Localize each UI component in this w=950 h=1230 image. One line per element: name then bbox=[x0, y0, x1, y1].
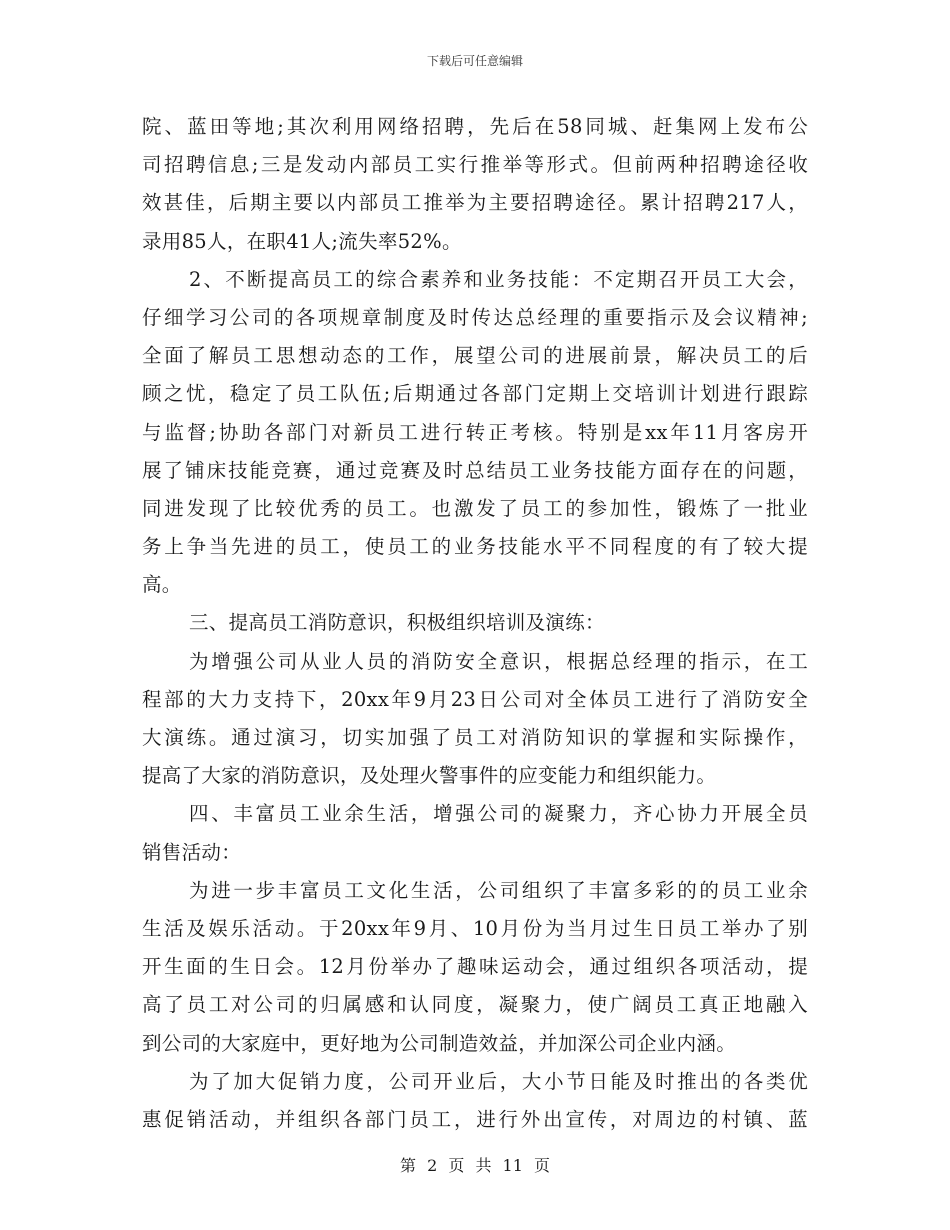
text-line: 全面了解员工思想动态的工作，展望公司的进展前景，解决员工的后 bbox=[142, 344, 808, 368]
text-line: 为增强公司从业人员的消防安全意识，根据总经理的指示，在工 bbox=[189, 649, 808, 673]
text-line: 开生面的生日会。12月份举办了趣味运动会，通过组织各项活动，提 bbox=[142, 955, 808, 979]
text-line: 院、蓝田等地;其次利用网络招聘，先后在58同城、赶集网上发布公 bbox=[142, 115, 808, 138]
text-line: 大演练。通过演习，切实加强了员工对消防知识的掌握和实际操作， bbox=[142, 726, 808, 749]
text-line: 仔细学习公司的各项规章制度及时传达总经理的重要指示及会议精神; bbox=[142, 305, 808, 329]
text-line: 高了员工对公司的归属感和认同度，凝聚力，使广阔员工真正地融入 bbox=[142, 993, 808, 1017]
text-line: 为了加大促销力度，公司开业后，大小节日能及时推出的各类优 bbox=[189, 1069, 808, 1093]
page-number-footer: 第 2 页 共 11 页 bbox=[400, 1156, 550, 1175]
text-line: 顾之忧，稳定了员工队伍;后期通过各部门定期上交培训计划进行跟踪 bbox=[142, 382, 808, 406]
page-header-note: 下载后可任意编辑 bbox=[426, 54, 523, 68]
text-line: 效甚佳，后期主要以内部员工推举为主要招聘途径。累计招聘217人， bbox=[142, 191, 808, 215]
text-line: 录用85人，在职41人;流失率52%。 bbox=[142, 229, 462, 253]
text-line: 展了铺床技能竞赛，通过竞赛及时总结员工业务技能方面存在的问题， bbox=[142, 458, 808, 482]
text-line: 为进一步丰富员工文化生活，公司组织了丰富多彩的的员工业余 bbox=[189, 878, 808, 902]
text-line: 三、提高员工消防意识，积极组织培训及演练： bbox=[189, 611, 605, 635]
text-line: 高。 bbox=[142, 573, 182, 597]
document-body bbox=[142, 108, 808, 1139]
text-line: 同进发现了比较优秀的员工。也激发了员工的参加性，锻炼了一批业 bbox=[142, 496, 808, 520]
text-line: 提高了大家的消防意识，及处理火警事件的应变能力和组织能力。 bbox=[142, 764, 717, 788]
text-line: 与监督;协助各部门对新员工进行转正考核。特别是xx年11月客房开 bbox=[142, 420, 808, 444]
text-line: 2、不断提高员工的综合素养和业务技能：不定期召开员工大会， bbox=[189, 267, 808, 291]
text-line: 销售活动： bbox=[142, 840, 242, 864]
text-line: 到公司的大家庭中，更好地为公司制造效益，并加深公司企业内涵。 bbox=[142, 1031, 737, 1055]
text-line: 务上争当先进的员工，使员工的业务技能水平不同程度的有了较大提 bbox=[142, 535, 808, 559]
text-line: 程部的大力支持下，20xx年9月23日公司对全体员工进行了消防安全 bbox=[142, 687, 808, 711]
text-line: 惠促销活动，并组织各部门员工，进行外出宣传，对周边的村镇、蓝 bbox=[142, 1107, 808, 1131]
text-line: 四、丰富员工业余生活，增强公司的凝聚力，齐心协力开展全员 bbox=[189, 802, 808, 826]
text-line: 司招聘信息;三是发动内部员工实行推举等形式。但前两种招聘途径收 bbox=[142, 153, 808, 177]
text-line: 生活及娱乐活动。于20xx年9月、10月份为当月过生日员工举办了别 bbox=[142, 916, 808, 940]
